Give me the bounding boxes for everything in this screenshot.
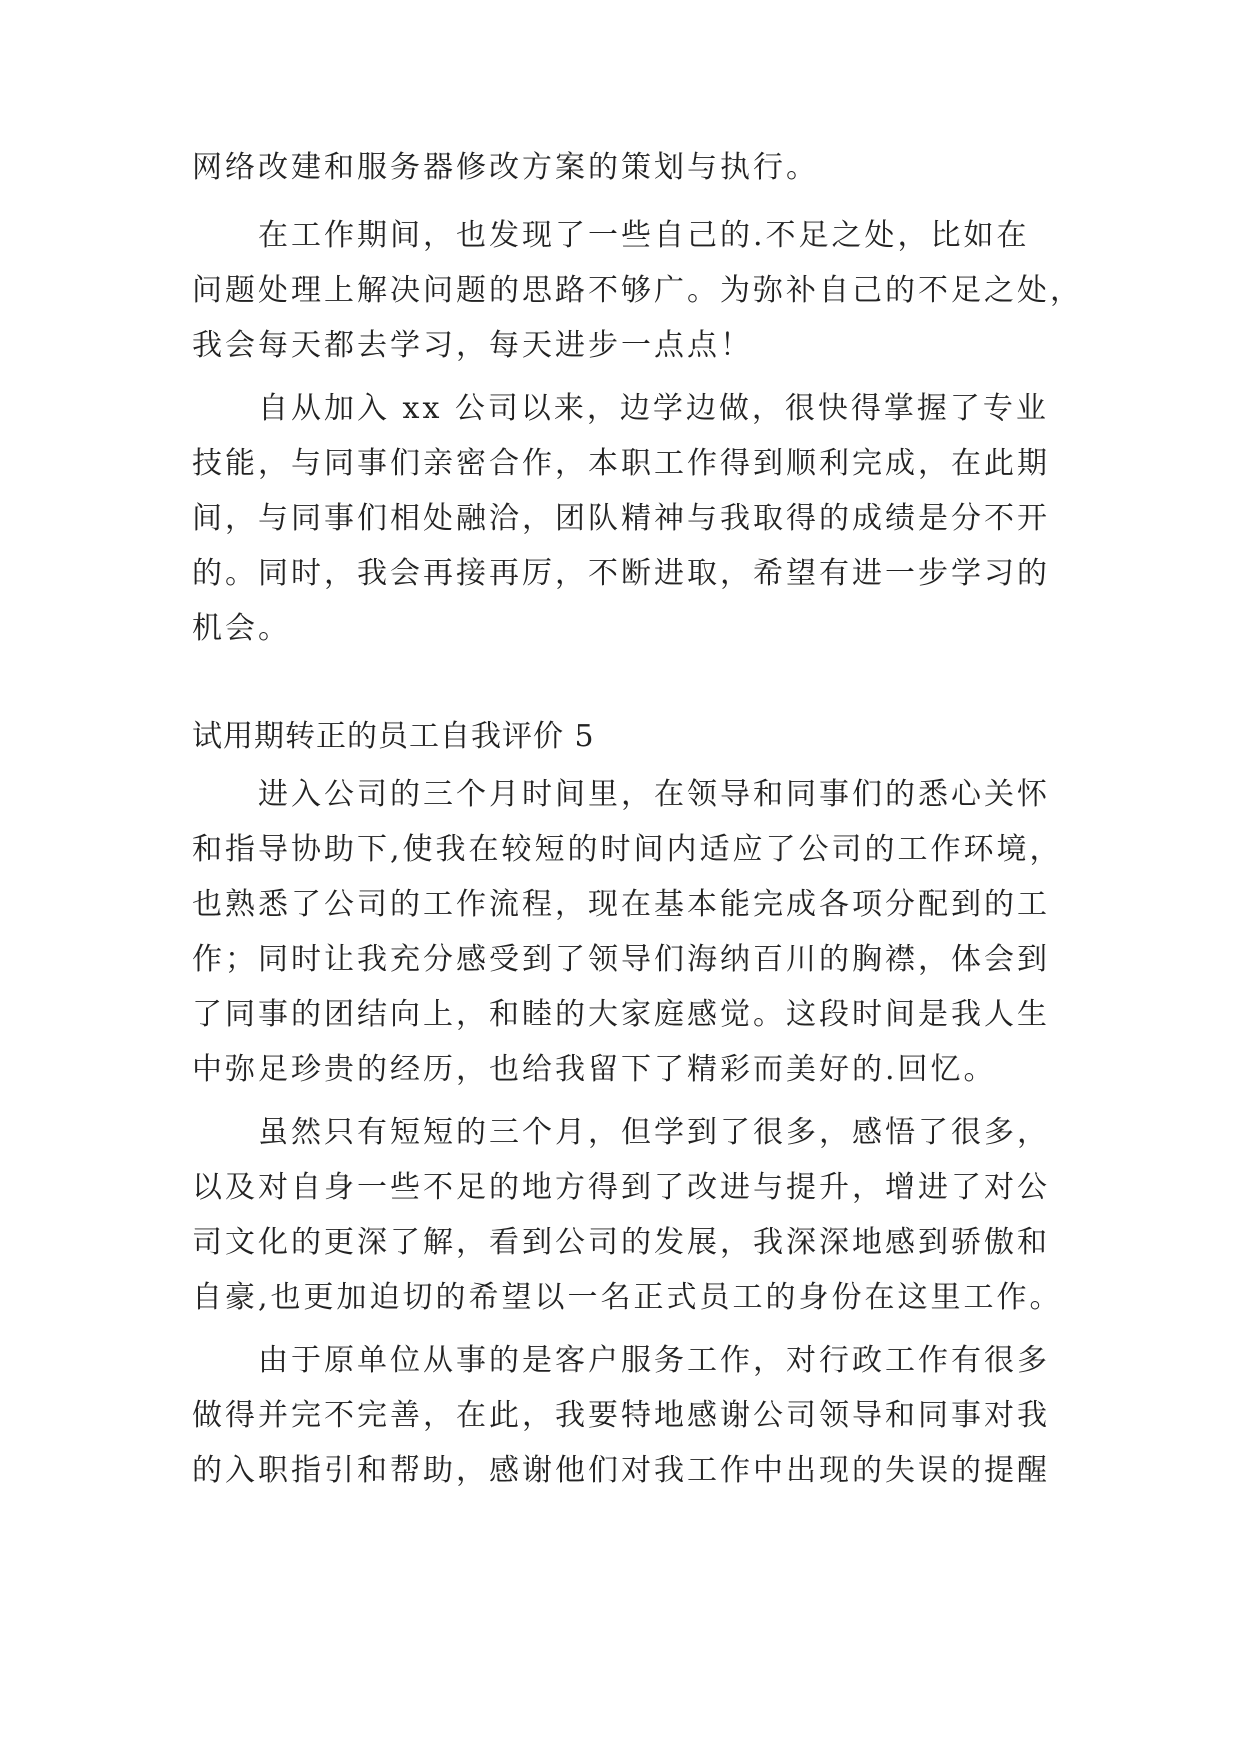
- section-heading: 试用期转正的员工自我评价 5: [192, 719, 595, 754]
- paragraph-line: 在工作期间，也发现了一些自己的.不足之处，比如在: [258, 218, 1030, 253]
- paragraph-line: 以及对自身一些不足的地方得到了改进与提升，增进了对公: [192, 1170, 1050, 1205]
- paragraph-line: 自从加入 xx 公司以来，边学边做，很快得掌握了专业: [258, 391, 1049, 426]
- paragraph-line: 机会。: [192, 611, 291, 646]
- paragraph-line: 我会每天都去学习，每天进步一点点！: [192, 328, 753, 363]
- paragraph-line: 虽然只有短短的三个月，但学到了很多，感悟了很多，: [258, 1115, 1050, 1150]
- paragraph-line: 中弥足珍贵的经历，也给我留下了精彩而美好的.回忆。: [192, 1052, 997, 1087]
- paragraph-line: 间，与同事们相处融洽，团队精神与我取得的成绩是分不开: [192, 501, 1050, 536]
- paragraph-line: 了同事的团结向上，和睦的大家庭感觉。这段时间是我人生: [192, 997, 1050, 1032]
- paragraph-line: 自豪,也更加迫切的希望以一名正式员工的身份在这里工作。: [192, 1280, 1063, 1315]
- paragraph-line: 的。同时，我会再接再厉，不断进取，希望有进一步学习的: [192, 556, 1050, 591]
- paragraph-line: 进入公司的三个月时间里，在领导和同事们的悉心关怀: [258, 777, 1050, 812]
- paragraph-line: 问题处理上解决问题的思路不够广。为弥补自己的不足之处，: [192, 273, 1083, 308]
- paragraph-line: 也熟悉了公司的工作流程，现在基本能完成各项分配到的工: [192, 887, 1050, 922]
- paragraph-line: 技能，与同事们亲密合作，本职工作得到顺利完成，在此期: [192, 446, 1050, 481]
- paragraph-line: 作；同时让我充分感受到了领导们海纳百川的胸襟，体会到: [192, 942, 1050, 977]
- paragraph-line: 由于原单位从事的是客户服务工作，对行政工作有很多: [258, 1343, 1050, 1378]
- paragraph-line: 网络改建和服务器修改方案的策划与执行。: [192, 150, 819, 185]
- paragraph-line: 和指导协助下,使我在较短的时间内适应了公司的工作环境，: [192, 832, 1063, 867]
- paragraph-line: 司文化的更深了解，看到公司的发展，我深深地感到骄傲和: [192, 1225, 1050, 1260]
- paragraph-line: 的入职指引和帮助，感谢他们对我工作中出现的失误的提醒: [192, 1453, 1050, 1488]
- paragraph-line: 做得并完不完善，在此，我要特地感谢公司领导和同事对我: [192, 1398, 1050, 1433]
